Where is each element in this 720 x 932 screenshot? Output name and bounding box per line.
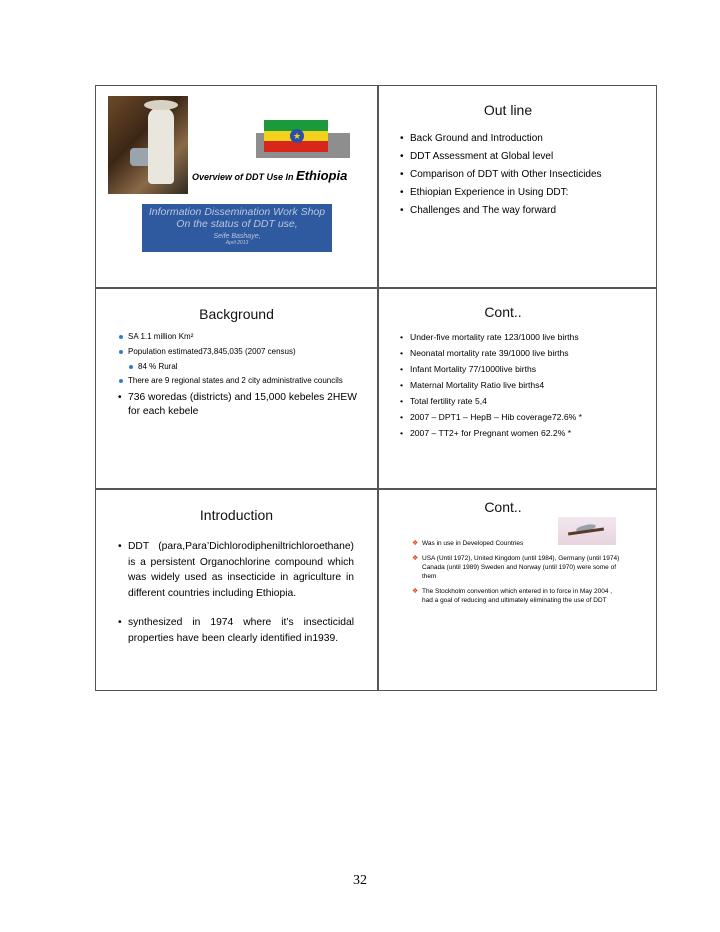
- history-item: ❖ Was in use in Developed Countries: [412, 539, 624, 548]
- workshop-name: Information Dissemination Work Shop: [148, 206, 326, 218]
- workshop-topic: On the status of DDT use,: [176, 218, 298, 230]
- title-emphasis: Ethiopia: [296, 168, 348, 183]
- background-item: There are 9 regional states and 2 city administrative councils: [118, 376, 358, 386]
- presenter-name: Seife Bashaye,: [213, 233, 261, 240]
- indicator-item: • 2007 – TT2+ for Pregnant women 62.2% *: [400, 428, 650, 439]
- workshop-box: [142, 204, 332, 252]
- history-item: ❖ The Stockholm convention which entered in to force in May 2004 , had a goal of reducing and ultimately eliminating the use of DDT: [412, 587, 624, 605]
- slide-ddt-history: [378, 489, 658, 692]
- cont-title: Cont..: [484, 499, 522, 515]
- slide-introduction: [96, 489, 377, 692]
- introduction-item: • DDT (para,Para’Dichlorodipheniltrichloroethane) is a persistent Organochlorine compound which was widely used as insecticide in agriculture in different countries including Ethiopia.: [118, 539, 354, 601]
- flag-stripes: [264, 120, 350, 152]
- background-item: • 736 woredas (districts) and 15,000 kebeles 2HEW for each kebele: [118, 391, 358, 419]
- indicator-item: • Total fertility rate 5,4: [400, 396, 650, 407]
- outline-list: [400, 132, 620, 222]
- indicator-item: • Maternal Mortality Ratio live births4: [400, 380, 650, 391]
- slide-health-indicators: [378, 288, 658, 488]
- indicator-item: • 2007 – DPT1 – HepB – Hib coverage72.6% *: [400, 412, 650, 423]
- background-title: Background: [199, 306, 274, 322]
- ethiopia-flag-image: [264, 120, 350, 158]
- cont-title: Cont..: [484, 304, 522, 320]
- background-item: SA 1.1 million Km²: [118, 332, 358, 342]
- background-list: [118, 332, 358, 424]
- introduction-title: Introduction: [199, 507, 274, 523]
- outline-item: • Challenges and The way forward: [400, 204, 620, 218]
- slide-title: [96, 86, 377, 287]
- introduction-item: • synthesized in 1974 where it’s insecticidal properties have been clearly identified in1939.: [118, 615, 354, 646]
- presentation-date: April 2013: [225, 240, 249, 246]
- page-number: 32: [353, 873, 367, 888]
- indicator-item: • Infant Mortality 77/1000live births: [400, 364, 650, 375]
- worker-hat: [144, 100, 178, 110]
- handout-grid: [95, 85, 657, 691]
- slide-background: [96, 288, 377, 488]
- introduction-list: [118, 539, 354, 661]
- history-item: ❖ USA (Until 1972), United Kingdom (until 1984), Germany (until 1974) Canada (until 1989) Sweden and Norway (until 1970) were some of them: [412, 554, 624, 581]
- outline-item: • Comparison of DDT with Other Insecticides: [400, 168, 620, 182]
- spraying-worker-photo: [108, 96, 188, 194]
- indicator-item: • Under-five mortality rate 123/1000 live births: [400, 332, 650, 343]
- title-prefix: Overview of DDT Use In: [192, 172, 297, 182]
- background-item: Population estimated73,845,035 (2007 census): [118, 347, 358, 357]
- ddt-history-list: [412, 539, 624, 611]
- outline-item: • Back Ground and Introduction: [400, 132, 620, 146]
- slide-outline: [378, 86, 658, 287]
- outline-title: Out line: [483, 102, 533, 118]
- flag-star-icon: ★: [290, 129, 304, 143]
- slide-title-text: [192, 168, 347, 183]
- indicator-item: • Neonatal mortality rate 39/1000 live births: [400, 348, 650, 359]
- outline-item: • Ethiopian Experience in Using DDT:: [400, 186, 620, 200]
- health-indicator-list: [400, 332, 650, 444]
- background-subitem: 84 % Rural: [128, 362, 358, 372]
- worker-figure: [148, 108, 174, 184]
- outline-item: • DDT Assessment at Global level: [400, 150, 620, 164]
